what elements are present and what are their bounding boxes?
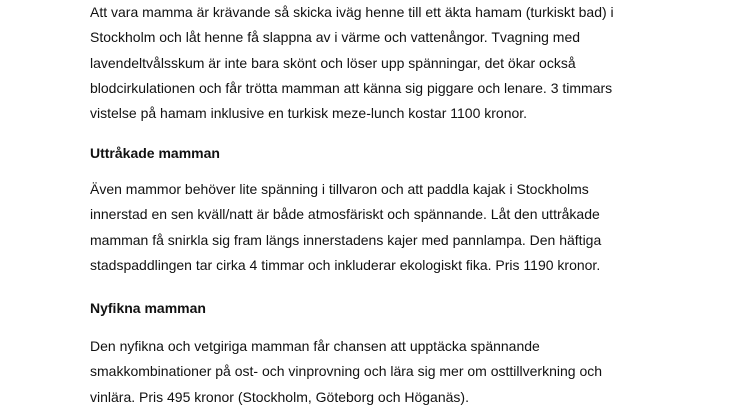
paragraph-line: blodcirkulationen och får trötta mamman att känna sig piggare och lenare. 3 timmars: [90, 79, 613, 96]
paragraph-line: vinlära. Pris 495 kronor (Stockholm, Göteborg och Höganäs).: [90, 388, 469, 405]
section-heading-nyfikna: Nyfikna mamman: [90, 300, 206, 316]
paragraph-line: lavendeltvålsskum är inte bara skönt och löser upp spänningar, det ökar också: [90, 54, 576, 71]
hamam-paragraph: [90, 0, 614, 126]
paragraph-line: Den nyfikna och vetgiriga mamman får chansen att upptäcka spännande: [90, 338, 540, 354]
paragraph-line: Även mammor behöver lite spänning i tillvaron och att paddla kajak i Stockholms: [90, 181, 589, 197]
vinprovning-paragraph: [90, 334, 602, 410]
paragraph-line: mamman få snirkla sig fram längs innerstadens kajer med pannlampa. Den häftiga: [90, 231, 602, 248]
paragraph-line: smakkombinationer på ost- och vinprovning och lära sig mer om osttillverkning och: [90, 363, 603, 380]
section-heading-uttrakade: Uttråkade mamman: [90, 145, 220, 161]
paragraph-line: Stockholm och låt henne få slappna av i värme och vattenångor. Tvagning med: [90, 29, 581, 46]
paragraph-line: innerstad en sen kväll/natt är både atmosfäriskt och spännande. Låt den uttråkade: [90, 206, 600, 223]
paragraph-line: vistelse på hamam inklusive en turkisk meze-lunch kostar 1100 kronor.: [90, 105, 528, 122]
paragraph-line: Att vara mamma är krävande så skicka iväg henne till ett äkta hamam (turkiskt bad) i: [90, 4, 614, 20]
kajak-paragraph: [90, 177, 601, 278]
paragraph-line: stadspaddlingen tar cirka 4 timmar och inkluderar ekologiskt fika. Pris 1190 kronor.: [90, 256, 601, 273]
